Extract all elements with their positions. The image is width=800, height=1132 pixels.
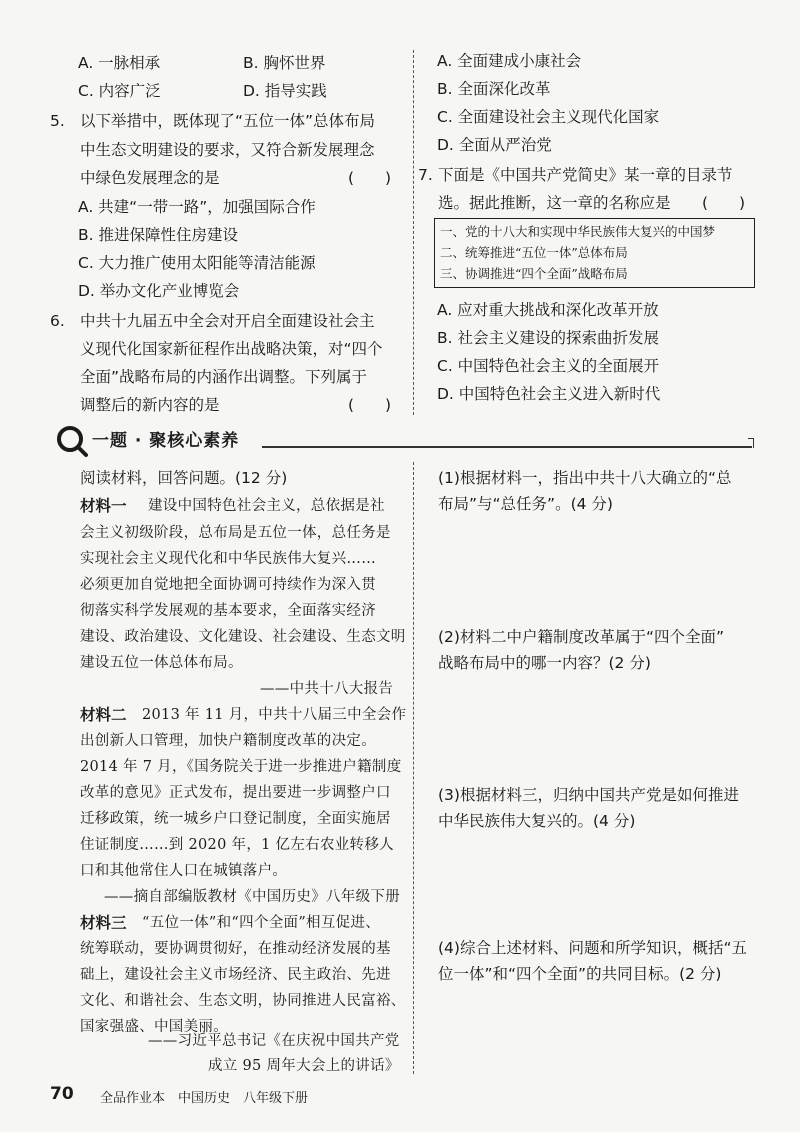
answer-area-3[interactable]	[438, 837, 758, 937]
question-2-line-1: (2)材料二中户籍制度改革属于“四个全面”	[438, 628, 725, 646]
material-3-line-4: 文化、和谐社会、生态文明，协同推进人民富裕、	[80, 993, 406, 1009]
material-2-label: 材料二	[80, 706, 127, 724]
material-1-line-6: 建设、政治建设、文化建设、社会建设、生态文明	[80, 629, 406, 645]
q6-line-2: 义现代化国家新征程作出战略决策，对“四个	[80, 340, 383, 358]
q5-number: 5.	[50, 112, 65, 130]
q7-option-b: B. 社会主义建设的探索曲折发展	[437, 329, 659, 347]
material-3-line-2: 统筹联动，要协调贯彻好，在推动经济发展的基	[80, 941, 391, 957]
q7-option-d: D. 中国特色社会主义进入新时代	[437, 385, 661, 403]
answer-area-4[interactable]	[438, 990, 758, 1070]
q6-answer-paren[interactable]: ( )	[348, 396, 392, 414]
section-rule	[262, 446, 752, 448]
q6-option-d: D. 全面从严治党	[437, 136, 552, 154]
answer-area-1[interactable]	[438, 520, 758, 620]
material-1-line-4: 必须更加自觉地把全面协调可持续作为深入贯	[80, 577, 376, 593]
q5-option-c: C. 大力推广使用太阳能等清洁能源	[78, 254, 316, 272]
material-1-line-5: 彻落实科学发展观的基本要求，全面落实经济	[80, 603, 376, 619]
question-4-line-2: 位一体”和“四个全面”的共同目标。(2 分)	[438, 965, 722, 983]
material-1-line-1: 建设中国特色社会主义，总依据是社	[148, 498, 385, 514]
q5-line-3: 中绿色发展理念的是	[80, 169, 220, 187]
q6-line-3: 全面”战略布局的内涵作出调整。下列属于	[80, 368, 368, 386]
material-3-line-5: 国家强盛、中国美丽。	[80, 1019, 228, 1035]
toc-item-1: 一、党的十八大和实现中华民族伟大复兴的中国梦	[440, 224, 716, 239]
material-1-label: 材料一	[80, 497, 127, 515]
column-divider-top	[413, 50, 414, 415]
page-number: 70	[50, 1084, 74, 1104]
q5-option-b: B. 推进保障性住房建设	[78, 226, 238, 244]
material-2-line-1: 2013 年 11 月，中共十八届三中全会作	[142, 707, 407, 723]
material-2-source: ——摘自部编版教材《中国历史》八年级下册	[104, 889, 400, 905]
q6-number: 6.	[50, 312, 65, 330]
question-1-line-1: (1)根据材料一，指出中共十八大确立的“总	[438, 469, 732, 487]
material-2-line-2: 出创新人口管理，加快户籍制度改革的决定。	[80, 733, 376, 749]
q6-line-1: 中共十九届五中全会对开启全面建设社会主	[80, 312, 375, 330]
question-4-line-1: (4)综合上述材料、问题和所学知识，概括“五	[438, 939, 747, 957]
q5-line-2: 中生态文明建设的要求，又符合新发展理念	[80, 141, 375, 159]
material-3-source-1: ——习近平总书记《在庆祝中国共产党	[148, 1033, 400, 1049]
toc-item-3: 三、协调推进“四个全面”战略布局	[440, 266, 628, 281]
question-3-line-1: (3)根据材料三，归纳中国共产党是如何推进	[438, 786, 739, 804]
q7-number: 7.	[418, 166, 433, 184]
toc-item-2: 二、统筹推进“五位一体”总体布局	[440, 245, 628, 260]
material-3-source-2: 成立 95 周年大会上的讲话》	[208, 1058, 400, 1074]
section-rule-end	[748, 438, 754, 448]
material-3-line-1: “五位一体”和“四个全面”相互促进、	[142, 915, 381, 931]
q4-option-a: A. 一脉相承	[78, 54, 161, 72]
q6-line-4: 调整后的新内容的是	[80, 396, 220, 414]
q4-option-b: B. 胸怀世界	[243, 54, 326, 72]
q4-option-c: C. 内容广泛	[78, 82, 161, 100]
book-title: 全品作业本 中国历史 八年级下册	[100, 1091, 309, 1106]
toc-box	[434, 218, 755, 288]
q7-line-1: 下面是《中国共产党简史》某一章的目录节	[438, 166, 733, 184]
material-1-line-2: 会主义初级阶段，总布局是五位一体，总任务是	[80, 525, 391, 541]
material-1-line-3: 实现社会主义现代化和中华民族伟大复兴……	[80, 551, 376, 567]
question-3-line-2: 中华民族伟大复兴的。(4 分)	[438, 812, 636, 830]
material-2-line-5: 迁移政策，统一城乡户口登记制度，全面实施居	[80, 811, 391, 827]
question-2-line-2: 战略布局中的哪一内容？(2 分)	[438, 654, 651, 672]
q5-option-d: D. 举办文化产业博览会	[78, 282, 240, 300]
material-intro: 阅读材料，回答问题。(12 分)	[80, 469, 288, 487]
section-title: 一题 · 聚核心素养	[92, 431, 240, 451]
answer-area-2[interactable]	[438, 679, 758, 779]
material-1-source: ——中共十八大报告	[260, 681, 394, 697]
material-2-line-4: 改革的意见》正式发布，提出要进一步调整户口	[80, 785, 391, 801]
column-divider-bottom	[413, 462, 414, 1074]
q4-option-d: D. 指导实践	[243, 82, 327, 100]
material-1-line-7: 建设五位一体总体布局。	[80, 655, 243, 671]
q7-option-a: A. 应对重大挑战和深化改革开放	[437, 301, 659, 319]
material-2-line-3: 2014 年 7 月，《国务院关于进一步推进户籍制度	[80, 759, 402, 775]
material-3-line-3: 础上，建设社会主义市场经济、民主政治、先进	[80, 967, 391, 983]
material-2-line-6: 住证制度……到 2020 年，1 亿左右农业转移人	[80, 837, 394, 853]
q6-option-c: C. 全面建设社会主义现代化国家	[437, 108, 660, 126]
q5-answer-paren[interactable]: ( )	[348, 169, 392, 187]
material-3-label: 材料三	[80, 914, 127, 932]
q5-line-1: 以下举措中，既体现了“五位一体”总体布局	[80, 112, 376, 130]
q6-option-b: B. 全面深化改革	[437, 80, 551, 98]
magnifier-icon	[55, 424, 89, 458]
material-2-line-7: 口和其他常住人口在城镇落户。	[80, 863, 288, 879]
q7-answer-paren[interactable]: ( )	[702, 194, 746, 212]
q7-line-2: 选。据此推断，这一章的名称应是	[438, 194, 671, 212]
q5-option-a: A. 共建“一带一路”，加强国际合作	[78, 198, 316, 216]
q6-option-a: A. 全面建成小康社会	[437, 52, 582, 70]
question-1-line-2: 布局”与“总任务”。(4 分)	[438, 495, 613, 513]
q7-option-c: C. 中国特色社会主义的全面展开	[437, 357, 660, 375]
